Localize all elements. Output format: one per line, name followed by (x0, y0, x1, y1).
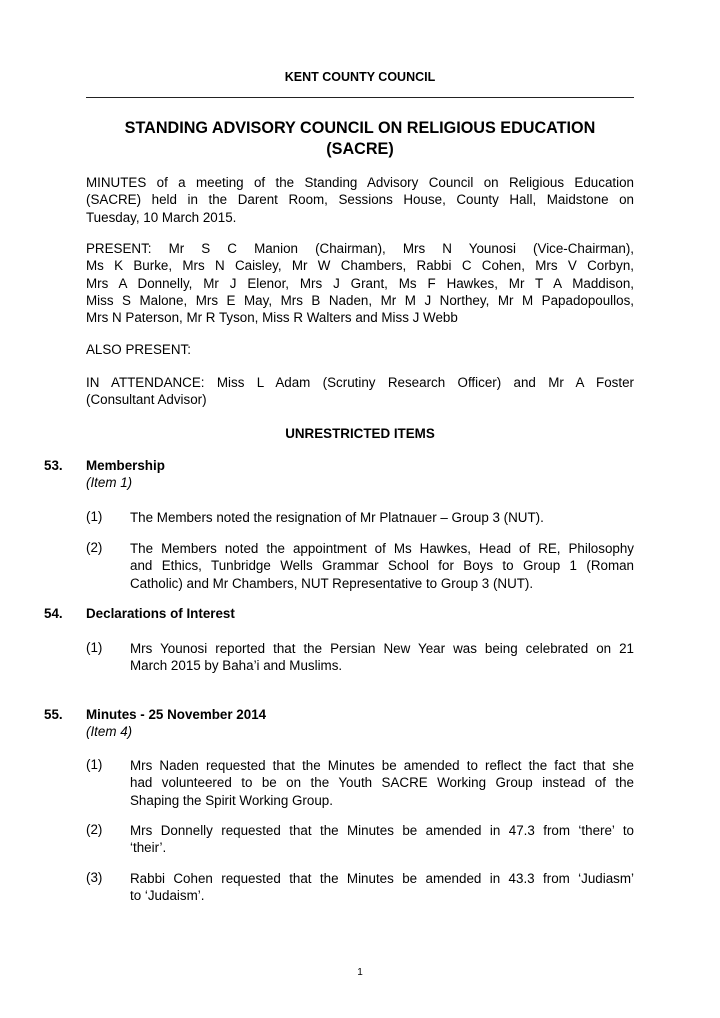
point-line: March 2015 by Baha’i and Muslims. (130, 658, 343, 674)
item-heading: Membership (86, 458, 165, 473)
point-line: Mrs Donnelly requested that the Minutes be amended in 47.3 from ‘there’ to (130, 823, 634, 838)
point-line: Catholic) and Mr Chambers, NUT Representative to Group 3 (NUT). (130, 575, 534, 591)
also-present: ALSO PRESENT: (86, 342, 191, 357)
item-number: 53. (44, 458, 63, 473)
point-text (130, 757, 634, 809)
page-number: 1 (357, 967, 363, 978)
point-number: (1) (86, 757, 103, 772)
point-number: (2) (86, 822, 103, 837)
item-heading: Declarations of Interest (86, 606, 235, 621)
header-rule (86, 97, 634, 98)
point-line: The Members noted the resignation of Mr Platnauer – Group 3 (NUT). (130, 510, 544, 525)
item-subheading: (Item 1) (86, 475, 133, 490)
attendance-line: (Consultant Advisor) (86, 392, 207, 408)
unrestricted-items-heading: UNRESTRICTED ITEMS (285, 426, 435, 441)
point-text (130, 822, 634, 857)
point-line: Mrs Naden requested that the Minutes be amended to reflect the fact that she (130, 758, 634, 773)
item-heading: Minutes - 25 November 2014 (86, 707, 267, 722)
intro-line: Tuesday, 10 March 2015. (86, 209, 237, 225)
point-line: and Ethics, Tunbridge Wells Grammar School for Boys to Group 1 (Roman (130, 558, 634, 574)
title-line-2: (SACRE) (326, 140, 394, 158)
point-number: (1) (86, 509, 103, 524)
point-line: Shaping the Spirit Working Group. (130, 792, 333, 808)
point-text (130, 870, 634, 905)
document-title (86, 118, 634, 160)
point-number: (3) (86, 870, 103, 885)
minutes-intro (86, 174, 634, 226)
point-line: The Members noted the appointment of Ms Hawkes, Head of RE, Philosophy (130, 541, 634, 556)
item-number: 54. (44, 606, 63, 621)
present-line: Mrs A Donnelly, Mr J Elenor, Mrs J Grant, Ms F Hawkes, Mr T A Maddison, (86, 275, 634, 291)
attendance-line: IN ATTENDANCE: Miss L Adam (Scrutiny Research Officer) and Mr A Foster (86, 375, 634, 390)
point-text (130, 509, 634, 526)
organisation-header: KENT COUNTY COUNCIL (284, 70, 436, 84)
point-line: ‘their’. (130, 840, 167, 856)
point-number: (1) (86, 640, 103, 655)
present-line: Ms K Burke, Mrs N Caisley, Mr W Chambers, Rabbi C Cohen, Mrs V Corbyn, (86, 258, 634, 274)
intro-line: (SACRE) held in the Darent Room, Sessions House, County Hall, Maidstone on (86, 192, 634, 208)
point-line: to ‘Judaism’. (130, 888, 205, 904)
point-text (130, 540, 634, 592)
point-line: Rabbi Cohen requested that the Minutes be amended in 43.3 from ‘Judiasm’ (130, 871, 634, 886)
title-line-1: STANDING ADVISORY COUNCIL ON RELIGIOUS EDUCATION (124, 119, 596, 137)
point-line: had volunteered to be on the Youth SACRE Working Group instead of the (130, 775, 634, 791)
point-text (130, 640, 634, 675)
present-line: PRESENT: Mr S C Manion (Chairman), Mrs N Younosi (Vice-Chairman), (86, 241, 634, 256)
intro-line: MINUTES of a meeting of the Standing Advisory Council on Religious Education (86, 175, 634, 190)
point-line: Mrs Younosi reported that the Persian New Year was being celebrated on 21 (130, 641, 634, 656)
item-number: 55. (44, 707, 63, 722)
present-list (86, 240, 634, 326)
point-number: (2) (86, 540, 103, 555)
present-line: Miss S Malone, Mrs E May, Mrs B Naden, Mr M J Northey, Mr M Papadopoullos, (86, 292, 634, 308)
in-attendance (86, 374, 634, 409)
item-subheading: (Item 4) (86, 724, 133, 739)
present-line: Mrs N Paterson, Mr R Tyson, Miss R Walters and Miss J Webb (86, 310, 458, 326)
